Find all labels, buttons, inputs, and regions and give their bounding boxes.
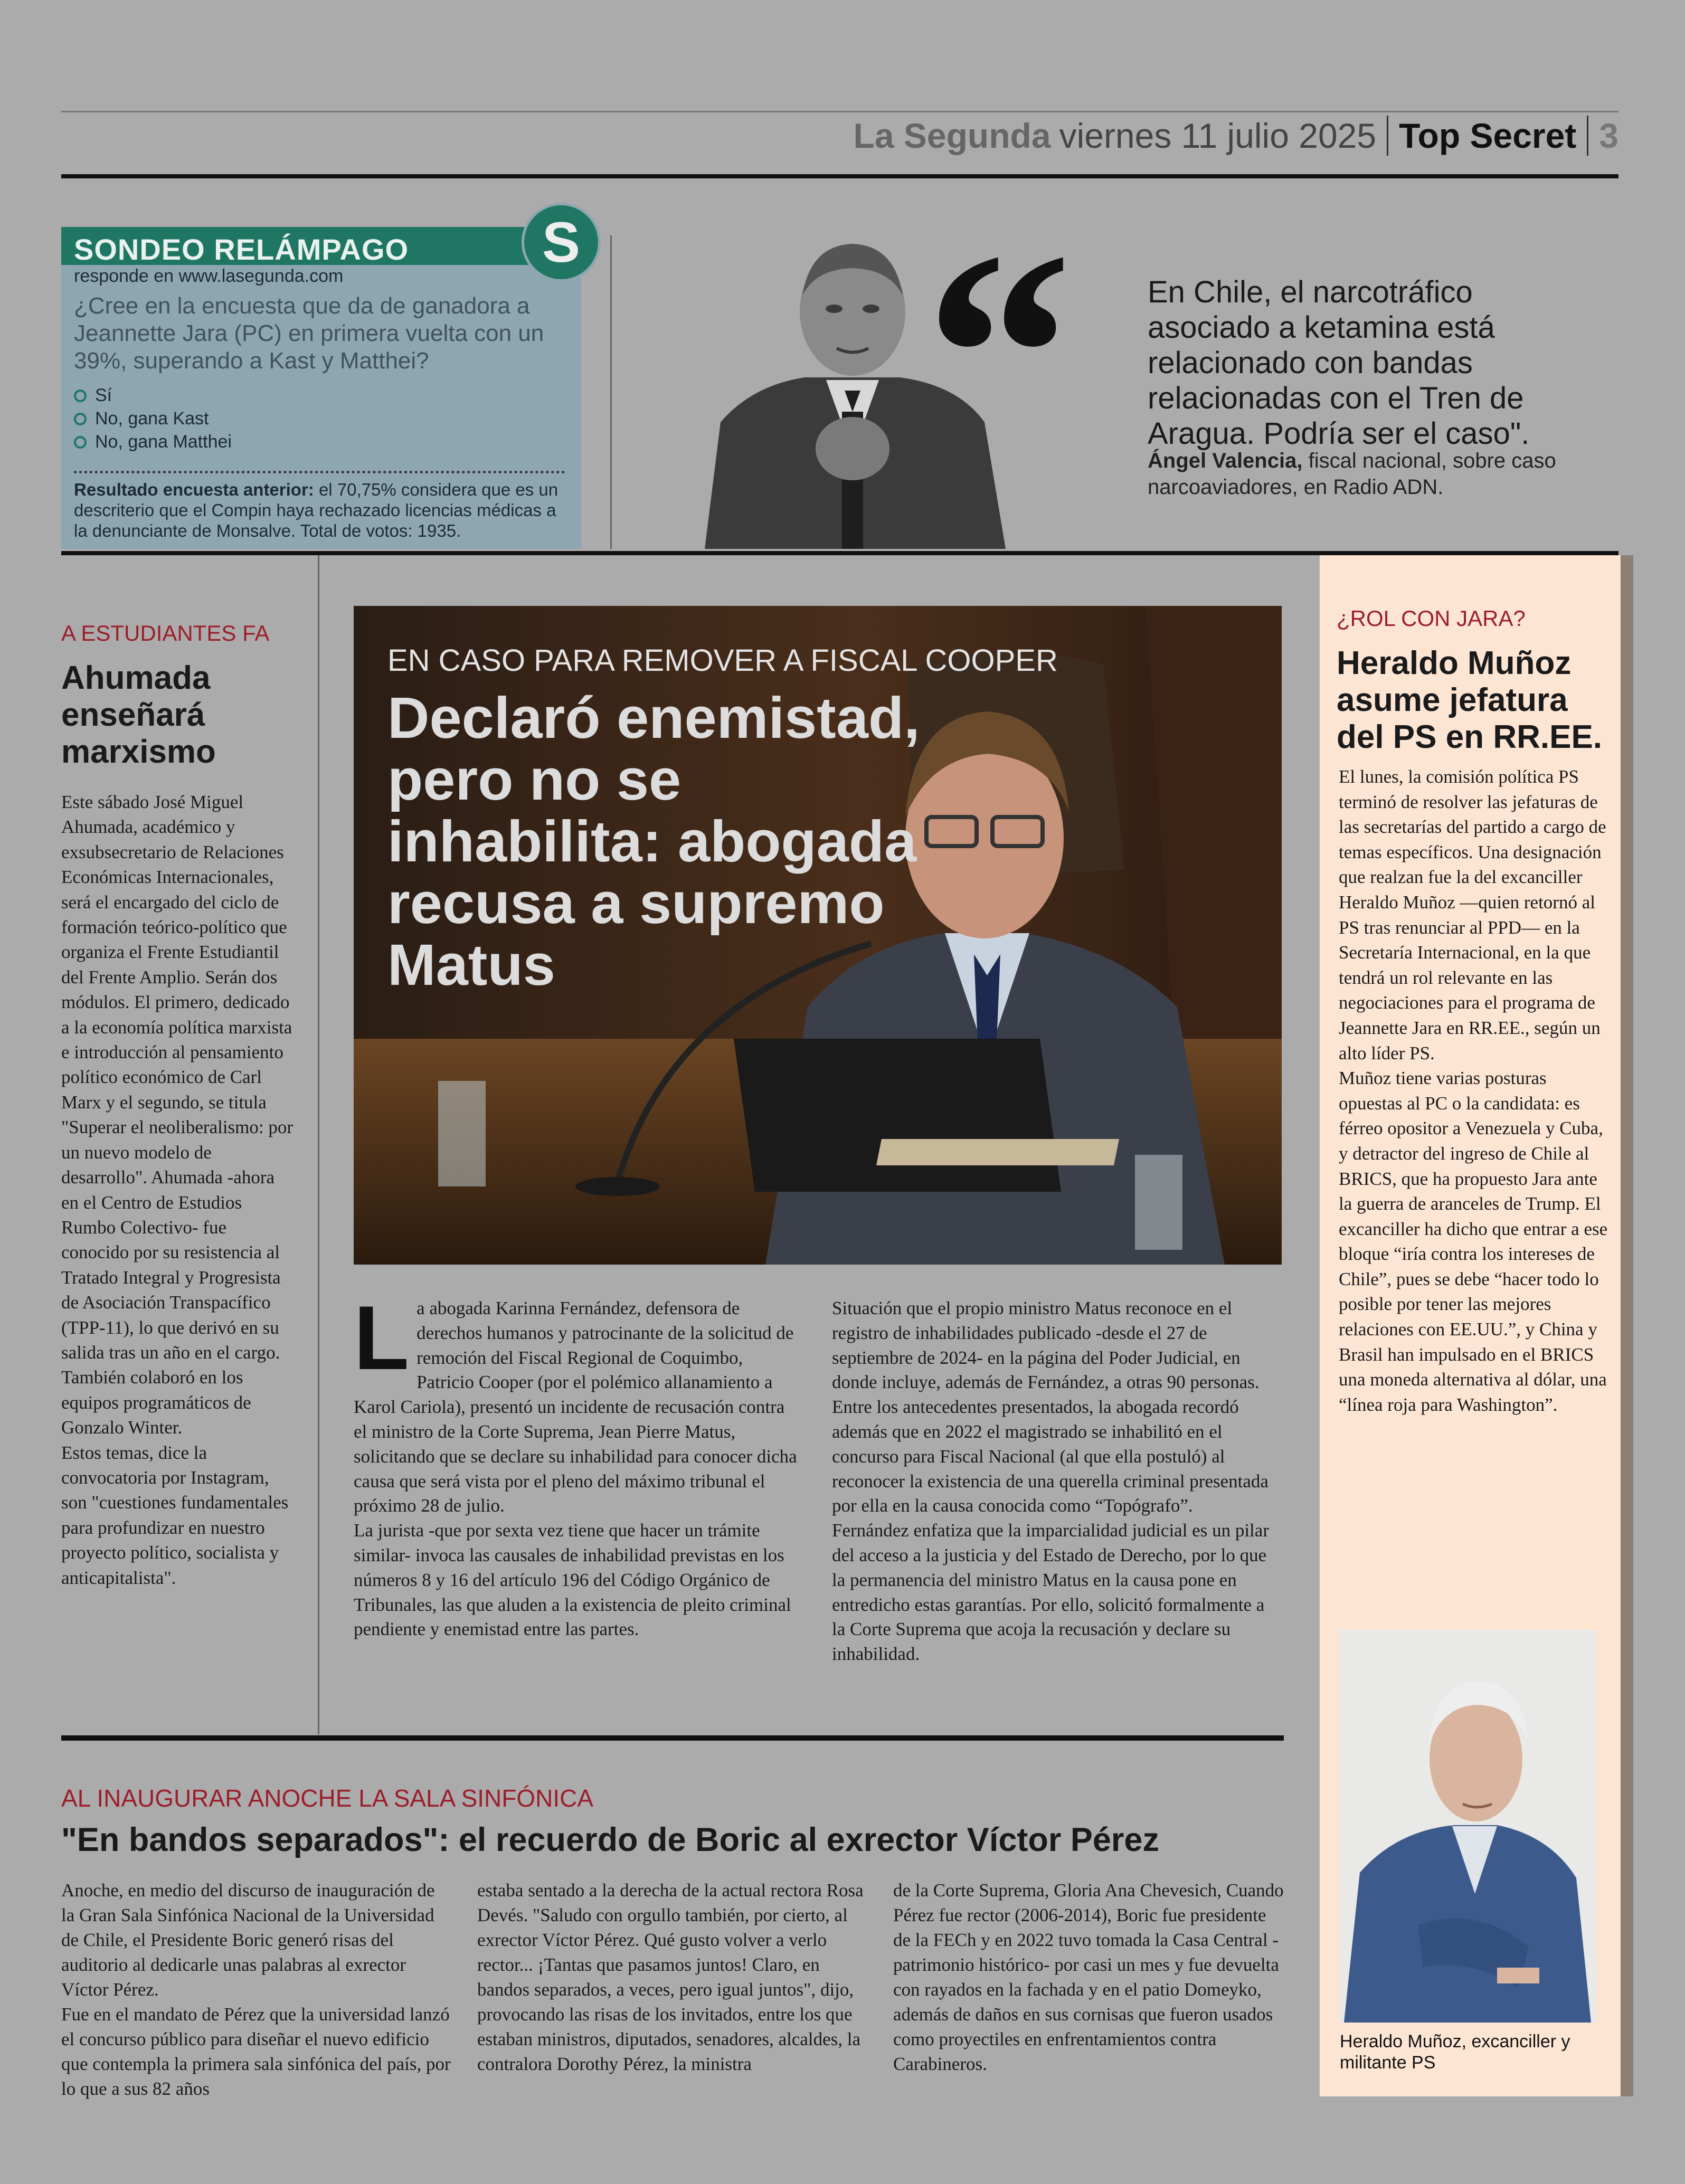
bottom-article-title[interactable]: "En bandos separados": el recuerdo de Boric al exrector Víctor Pérez — [61, 1821, 1159, 1858]
flash-poll — [61, 210, 581, 549]
paragraph: Muñoz tiene varias posturas opuestas al PC o la candidata: es férreo opositor a Venezuela y Cuba, y detractor del ingreso de Chile al BRICS, que ha propuesto Jara ante la guerra de aranceles de Trump. El excanciller ha dicho que entrar a ese bloque “iría contra los intereses de Chile”, pues se debe “hacer todo lo posible por tener las mejores relaciones con EE.UU.”, y China y Brasil han impulsado en el BRICS una moneda alternativa al dólar, una “línea roja para Washington”. — [1339, 1068, 1608, 1415]
drop-cap: L — [354, 1287, 410, 1389]
paragraph: Estos temas, dice la convocatoria por Instagram, son "cuestiones fundamentales para profundizar en nuestro proyecto político, socialista y anticapitalista". — [61, 1442, 289, 1588]
section-name: Top Secret — [1399, 116, 1577, 155]
radio-icon[interactable] — [74, 413, 87, 425]
poll-option-label: No, gana Matthei — [95, 432, 232, 452]
header-divider — [1387, 116, 1388, 156]
bottom-article-column — [61, 1878, 452, 2101]
poll-result-text: el 70,75% considera que es un descriterio que el Compin haya rechazado licencias médicas a la denunciante de Monsalve. Total de votos: 1935. — [74, 480, 558, 540]
left-article-body — [61, 790, 294, 1590]
quote-author-description: fiscal nacional, sobre caso narcoaviadores, en Radio ADN. — [1148, 449, 1556, 499]
page-number: 3 — [1599, 116, 1618, 155]
poll-question: ¿Cree en la encuesta que da de ganadora a Jeannette Jara (PC) en primera vuelta con un 39%, superando a Kast y Matthei? — [74, 293, 544, 374]
column-divider — [318, 555, 319, 1734]
paragraph: Situación que el propio ministro Matus reconoce en el registro de inhabilidades publicado -desde el 27 de septiembre de 2024- en la página del Poder Judicial, en donde incluye, además de Fernández, a otras 90 personas. Entre los antecedentes presentados, la abogada recordó además que en 2022 el magistrado se inhabilitó en el concurso para Fiscal Nacional (al que ella postuló) al reconocer la existencia de una querella criminal presentada por ella en la causa conocida como “Topógrafo”. — [832, 1298, 1269, 1516]
bottom-article-kicker: AL INAUGURAR ANOCHE LA SALA SINFÓNICA — [61, 1784, 594, 1812]
poll-title: SONDEO RELÁMPAGO — [74, 233, 409, 266]
sidebar-kicker: ¿ROL CON JARA? — [1337, 606, 1526, 631]
main-article-kicker: EN CASO PARA REMOVER A FISCAL COOPER — [387, 643, 1058, 678]
sidebar-title[interactable]: Heraldo Muñoz asume jefatura del PS en RR.EE. — [1337, 645, 1603, 755]
paragraph: de la Corte Suprema, Gloria Ana Chevesich, Cuando Pérez fue rector (2006-2014), Boric fue presidente de la FECh y en 2022 tuvo tomada la Casa Central -patrimonio histórico- por casi un mes y fue devuelta con rayados en la fachada y en el patio Domeyko, además de daños en sus cornisas que fueron usados como proyectiles en enfrentamientos contra Carabineros. — [893, 1880, 1284, 2074]
paragraph: Este sábado José Miguel Ahumada, académico y exsubsecretario de Relaciones Económicas Internacionales, será el encargado del ciclo de formación teórico-político que organiza el Frente Estudiantil del Frente Amplio. Serán dos módulos. El primero, dedicado a la economía política marxista e introducción al pensamiento político económico de Carl Marx y el segundo, se titula "Superar el neoliberalismo: por un nuevo modelo de desarrollo". Ahumada -ahora en el Centro de Estudios Rumbo Colectivo- fue conocido por su resistencia al Tratado Integral y Progresista de Asociación Transpacífico (TPP-11), lo que derivó en su salida tras un año en el cargo. También colaboró en los equipos programáticos de Gonzalo Winter. — [61, 792, 294, 1438]
column-divider — [610, 235, 612, 549]
main-article-column — [832, 1296, 1282, 1667]
quote-mark-icon: “ — [925, 191, 1073, 518]
sidebar-photo-caption: Heraldo Muñoz, excanciller y militante PS — [1340, 2031, 1570, 2073]
poll-option[interactable] — [74, 385, 112, 406]
quote-author: Ángel Valencia, — [1148, 449, 1303, 472]
paragraph: Fernández enfatiza que la imparcialidad judicial es un pilar del acceso a la justicia y del Estado de Derecho, por lo que la permanencia del ministro Matus en la causa pone en entredicho estas garantías. Por ello, solicitó formalmente a la Corte Suprema que acoja la recusación y declare su inhabilidad. — [832, 1520, 1269, 1665]
bottom-section-rule — [61, 1735, 1284, 1741]
poll-divider — [74, 471, 565, 473]
poll-option-label: No, gana Kast — [95, 409, 209, 429]
bottom-article-column — [477, 1878, 868, 2076]
brand-name: La Segunda — [853, 116, 1051, 155]
main-article-column — [354, 1287, 802, 1642]
quote-attribution — [1148, 448, 1602, 500]
poll-option[interactable] — [74, 409, 209, 429]
poll-result-label: Resultado encuesta anterior: — [74, 480, 314, 499]
radio-icon[interactable] — [74, 390, 87, 402]
left-article-kicker: A ESTUDIANTES FA — [61, 621, 270, 645]
paragraph: El lunes, la comisión política PS terminó de resolver las jefaturas de las secretarías del partido a cargo de temas específicos. Una designación que realzan fue la del excanciller Heraldo Muñoz —quien retornó al PS tras renunciar al PPD— en la Secretaría Internacional, en la que tendrá un rol relevante en las negociaciones para el programa de Jeannette Jara en RR.EE., según un alto líder PS. — [1339, 766, 1606, 1063]
poll-url[interactable]: responde en www.lasegunda.com — [74, 266, 344, 286]
poll-option[interactable] — [74, 432, 232, 452]
paragraph: Anoche, en medio del discurso de inauguración de la Gran Sala Sinfónica Nacional de la Universidad de Chile, el Presidente Boric generó risas del auditorio al dedicarle unas palabras al exrector Víctor Pérez. — [61, 1880, 435, 2000]
header-divider — [1587, 116, 1588, 156]
paragraph: estaba sentado a la derecha de la actual rectora Rosa Devés. "Saludo con orgullo también, por cierto, al exrector Víctor Pérez. Qué gusto volver a verlo rector... ¡Tantas que pasamos juntos! Claro, en bandos separados, a veces, pero igual juntos", dijo, provocando las risas de los invitados, entre los que estaban ministros, diputados, senadores, alcaldes, la contralora Dorothy Pérez, la ministra — [477, 1880, 864, 2074]
poll-option-label: Sí — [95, 385, 112, 405]
poll-badge: S — [522, 203, 601, 282]
sidebar-shadow — [1621, 555, 1633, 2096]
left-article-title[interactable]: Ahumada enseñará marxismo — [61, 660, 216, 770]
sidebar-body — [1339, 764, 1608, 1417]
poll-title-bar — [61, 227, 581, 265]
section-rule — [61, 551, 1618, 555]
page-header — [61, 108, 1618, 161]
issue-date: viernes 11 julio 2025 — [1059, 116, 1377, 155]
radio-icon[interactable] — [74, 436, 87, 449]
poll-previous-result — [74, 479, 565, 541]
sidebar-photo — [1339, 1630, 1596, 2022]
paragraph: Fue en el mandato de Pérez que la universidad lanzó el concurso público para diseñar el nuevo edificio que contempla la primera sala sinfónica del país, por lo que a sus 82 años — [61, 2004, 451, 2099]
quote-text: En Chile, el narcotráfico asociado a ketamina está relacionado con bandas relacionadas con el Tren de Aragua. Podría ser el caso". — [1148, 275, 1530, 451]
paragraph: a abogada Karinna Fernández, defensora de derechos humanos y patrocinante de la solicitud de remoción del Fiscal Regional de Coquimbo, Patricio Cooper (por el polémico allanamiento a Karol Cariola), presentó un incidente de recusación contra el ministro de la Corte Suprema, Jean Pierre Matus, solicitando que se declare su inhabilidad para conocer dicha causa que será vista por el pleno del máximo tribunal el próximo 28 de julio. — [354, 1298, 797, 1516]
bottom-article-column — [893, 1878, 1284, 2076]
header-rule — [61, 174, 1618, 178]
paragraph: La jurista -que por sexta vez tiene que hacer un trámite similar- invoca las causales de inhabilidad previstas en los números 8 y 16 del artículo 196 del Código Orgánico de Tribunales, las que aluden a la existencia de pleito criminal pendiente y enemistad entre las partes. — [354, 1520, 791, 1640]
main-article-title[interactable]: Declaró enemistad, pero no se inhabilita: abogada recusa a supremo Matus — [387, 686, 920, 998]
